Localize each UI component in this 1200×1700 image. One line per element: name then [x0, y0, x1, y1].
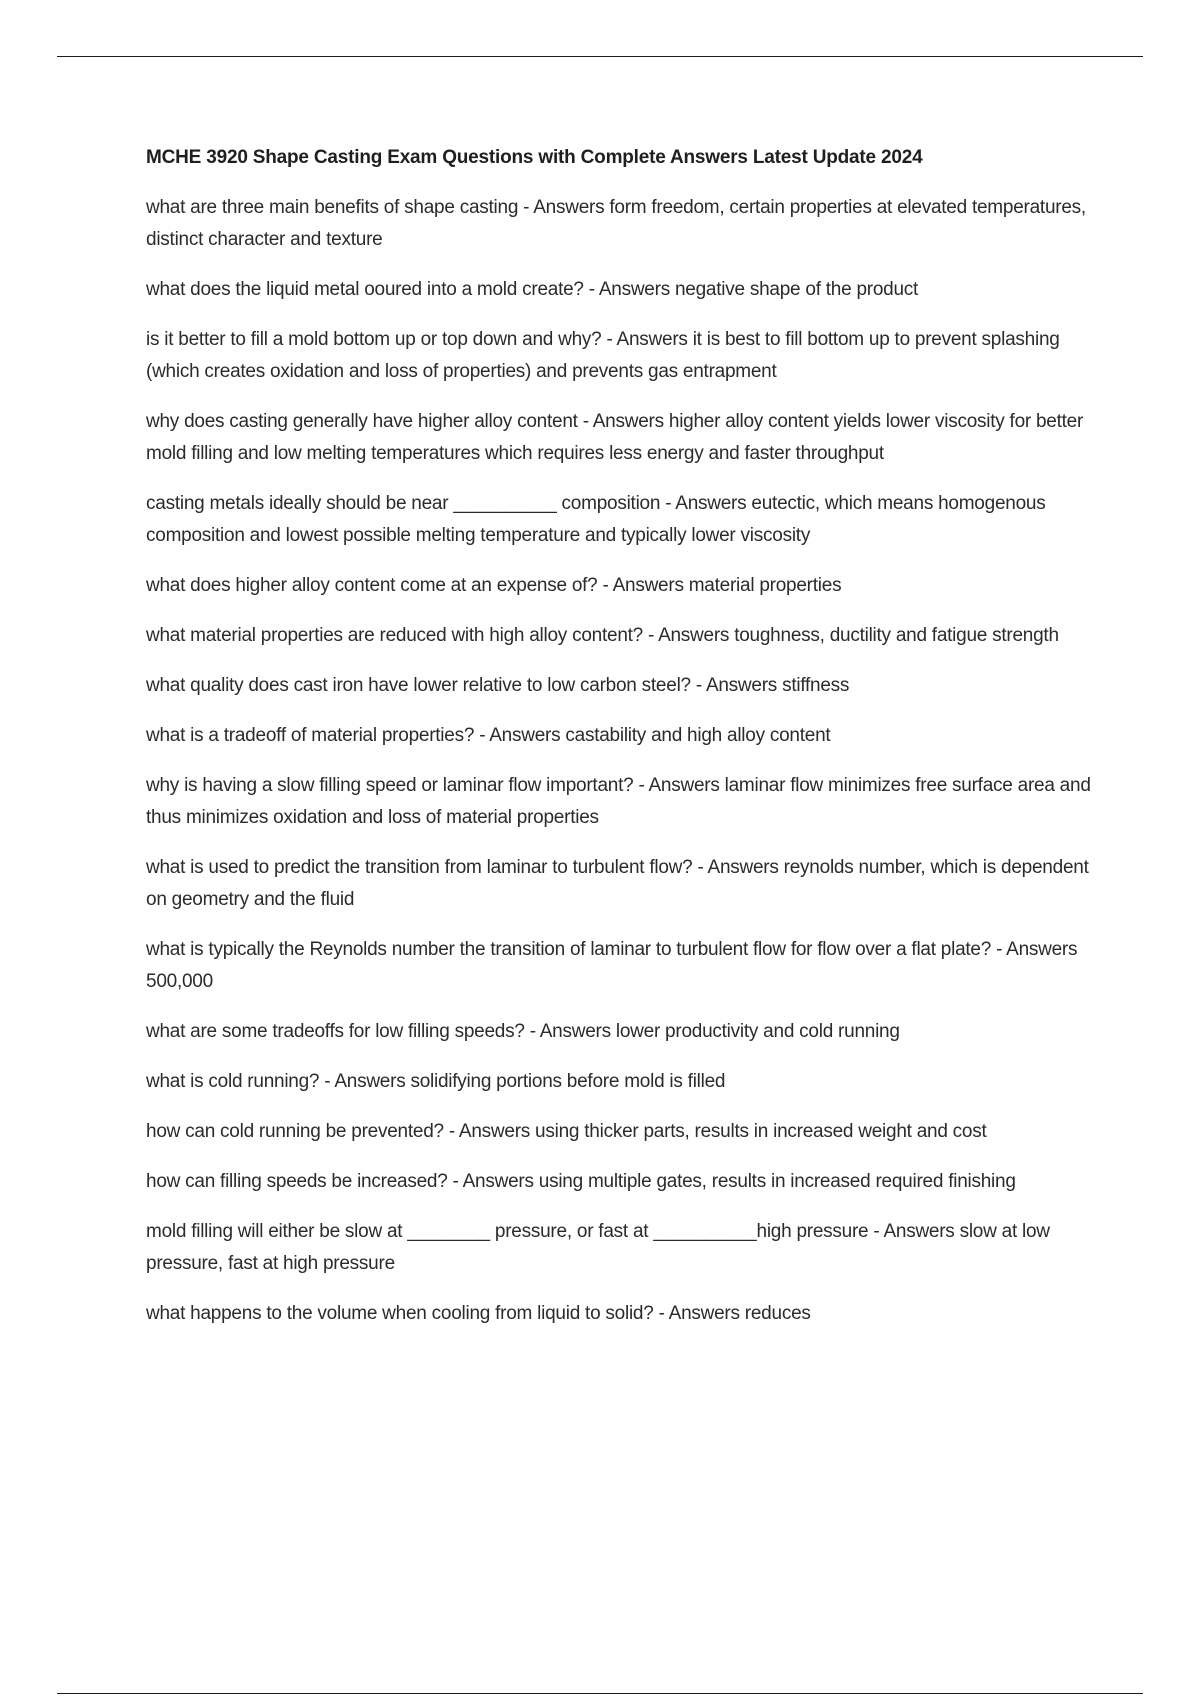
qa-item: mold filling will either be slow at ________ pressure, or fast at __________high pressure - Answers slow at low pressure, fast at high pressure [146, 1221, 1050, 1274]
qa-item: what is used to predict the transition from laminar to turbulent flow? - Answers reynolds number, which is dependent on geometry and the fluid [146, 857, 1089, 910]
document-title: MCHE 3920 Shape Casting Exam Questions with Complete Answers Latest Update 2024 [146, 147, 923, 168]
document-body [146, 143, 1096, 1348]
qa-item: what are three main benefits of shape casting - Answers form freedom, certain properties at elevated temperatures, distinct character and texture [146, 197, 1086, 250]
qa-item: what material properties are reduced with high alloy content? - Answers toughness, ductility and fatigue strength [146, 625, 1059, 646]
qa-item: what is a tradeoff of material properties? - Answers castability and high alloy content [146, 725, 831, 746]
qa-item: why does casting generally have higher alloy content - Answers higher alloy content yields lower viscosity for better mold filling and low melting temperatures which requires less energy and faster throughput [146, 411, 1084, 464]
qa-item: how can filling speeds be increased? - Answers using multiple gates, results in increased required finishing [146, 1171, 1016, 1192]
qa-item: what is cold running? - Answers solidifying portions before mold is filled [146, 1071, 726, 1092]
qa-item: why is having a slow filling speed or laminar flow important? - Answers laminar flow minimizes free surface area and thus minimizes oxidation and loss of material properties [146, 775, 1091, 828]
qa-item: what is typically the Reynolds number the transition of laminar to turbulent flow for flow over a flat plate? - Answers 500,000 [146, 939, 1078, 992]
qa-item: what happens to the volume when cooling from liquid to solid? - Answers reduces [146, 1303, 811, 1324]
qa-item: is it better to fill a mold bottom up or top down and why? - Answers it is best to fill bottom up to prevent splashing (which creates oxidation and loss of properties) and prevents gas entrapment [146, 329, 1060, 382]
header-rule [57, 56, 1143, 57]
qa-item: what does the liquid metal ooured into a mold create? - Answers negative shape of the product [146, 279, 919, 300]
qa-item: what are some tradeoffs for low filling speeds? - Answers lower productivity and cold running [146, 1021, 900, 1042]
qa-item: casting metals ideally should be near __________ composition - Answers eutectic, which means homogenous composition and lowest possible melting temperature and typically lower viscosity [146, 493, 1046, 546]
qa-item: what quality does cast iron have lower relative to low carbon steel? - Answers stiffness [146, 675, 850, 696]
qa-item: what does higher alloy content come at an expense of? - Answers material properties [146, 575, 842, 596]
footer-rule [57, 1693, 1143, 1694]
qa-item: how can cold running be prevented? - Answers using thicker parts, results in increased weight and cost [146, 1121, 987, 1142]
